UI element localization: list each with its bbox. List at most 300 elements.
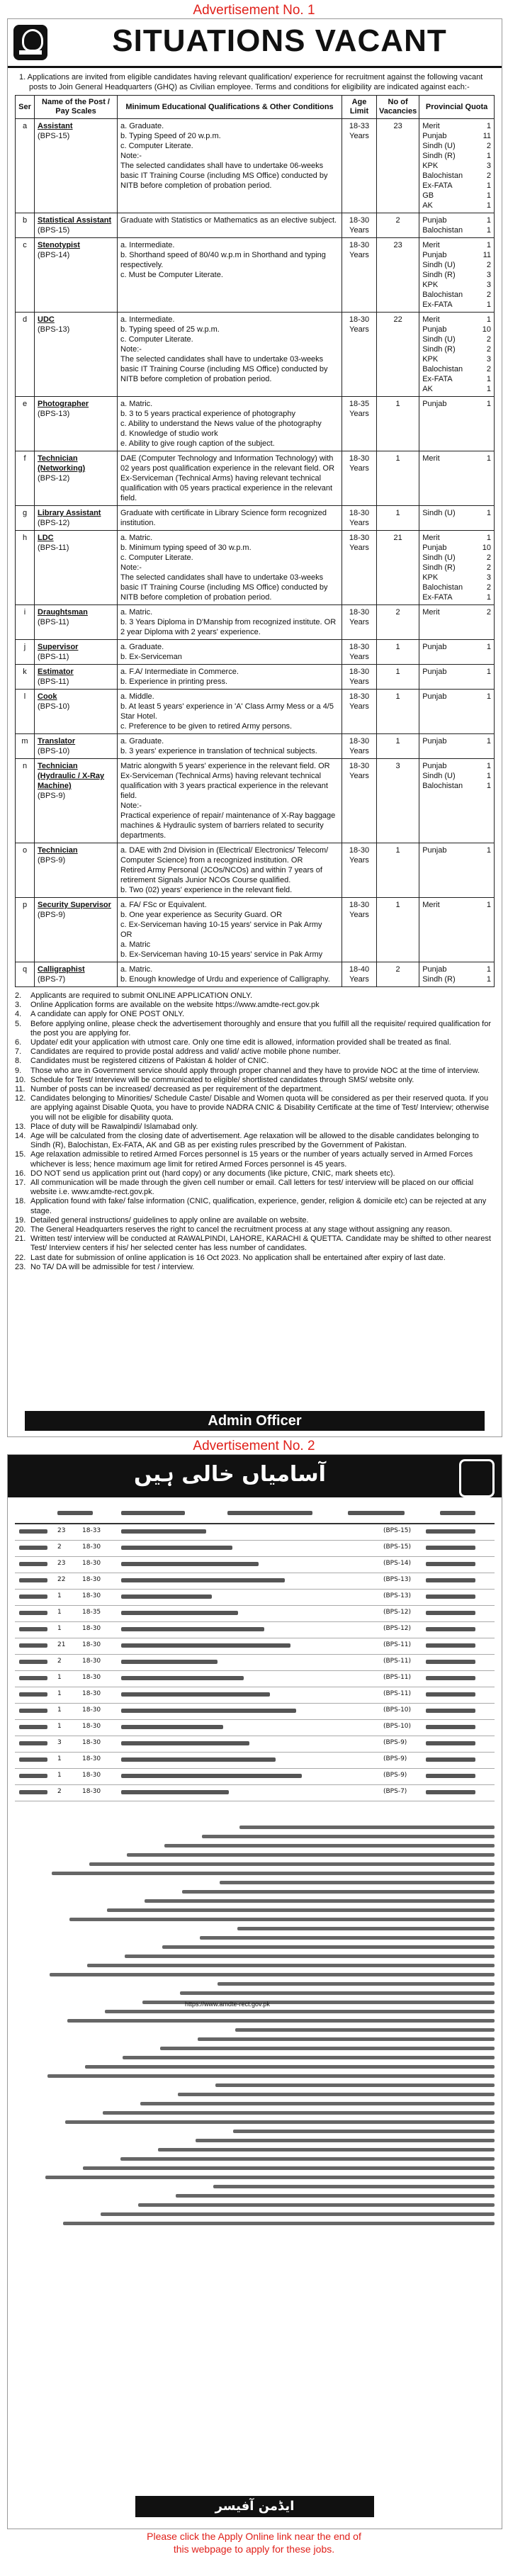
- cell-ser: [16, 843, 35, 898]
- urdu-vacancies: 3: [57, 1739, 62, 1746]
- urdu-age: 18-30: [82, 1625, 101, 1632]
- urdu-vacancies: 1: [57, 1690, 62, 1697]
- urdu-text-block: [121, 1741, 249, 1745]
- quota-counts: 1: [486, 737, 491, 746]
- urdu-text-block: [121, 1627, 264, 1631]
- qualification-text: Graduate with Statistics or Mathematics as an elective subject.: [120, 216, 337, 225]
- urdu-text-block: [178, 2093, 495, 2096]
- urdu-text-block: [123, 2056, 495, 2059]
- note-number: 23.: [15, 1262, 26, 1271]
- age-limit: 18-40 Years: [349, 965, 370, 984]
- urdu-table-row: [15, 1687, 495, 1704]
- qualification-text: a. Matric. b. 3 Years Diploma in D'Manship from recognized institute. OR 2 year Diploma with 2 years' experience.: [120, 608, 337, 636]
- urdu-age: 18-30: [82, 1690, 101, 1697]
- cell-ser: [16, 397, 35, 451]
- cell-quota: [419, 238, 495, 313]
- urdu-bps: (BPS-7): [383, 1788, 407, 1795]
- cell-vacancies: [377, 759, 419, 843]
- cell-qualification: [118, 690, 342, 734]
- cell-ser: [16, 605, 35, 640]
- col-post: Name of the Post / Pay Scales: [35, 96, 118, 119]
- ser-letter: f: [23, 454, 26, 463]
- age-limit: 18-35 Years: [349, 400, 370, 418]
- cell-vacancies: [377, 962, 419, 987]
- qualification-text: Matric alongwith 5 years' experience in the relevant field. OR Ex-Serviceman (Technical Arms) having relevant technical qualification with 3 years practical experience in the relevant field. Note:- Practical experience of repair/ maintenance of X-Ray baggage machines & Hydraulic system of barriers related to security departments.: [120, 762, 336, 840]
- quota-counts: 1: [486, 901, 491, 909]
- cell-post: [35, 665, 118, 690]
- note-text: All communication will be made through the given cell number or email. Call letters for test/ interview will be placed on our official website i.e. www.amdte-rect.gov.pk.: [30, 1179, 474, 1197]
- urdu-text-block: [67, 2019, 495, 2023]
- post-name: Photographer: [38, 400, 89, 408]
- urdu-table-row: [15, 1541, 495, 1557]
- urdu-bps: (BPS-10): [383, 1706, 412, 1714]
- urdu-text-block: [105, 2010, 495, 2013]
- note-text: Age will be calculated from the closing date of advertisement. Age relaxation will be allowed to the disable candidates belonging to Sindh (R), Balochistan, Ex-FATA, AK and GB as per existing rules prescribed by the Government of Pakistan.: [30, 1132, 479, 1150]
- urdu-text-block: [89, 1862, 495, 1866]
- vacancies: 3: [395, 762, 400, 770]
- note-number: 5.: [15, 1019, 22, 1028]
- note-text: A candidate can apply for ONE POST ONLY.: [30, 1010, 185, 1019]
- quota-regions: Punjab: [422, 692, 447, 701]
- note-item: [15, 1038, 495, 1047]
- qualification-text: a. Middle. b. At least 5 years' experience in 'A' Class Army Mess or a 4/5 Star Hotel. c. Preference to be given to retired Army persons.: [120, 692, 334, 731]
- cell-qualification: [118, 119, 342, 213]
- cell-vacancies: [377, 238, 419, 313]
- table-row: [16, 898, 495, 962]
- quota-counts: 1: [486, 692, 491, 701]
- urdu-text-block: [19, 1643, 47, 1648]
- cell-ser: [16, 451, 35, 506]
- ser-letter: e: [22, 400, 28, 408]
- cell-age: [342, 313, 377, 397]
- urdu-text-block: [121, 1562, 259, 1566]
- urdu-text-block: [227, 1511, 312, 1515]
- cell-post: [35, 734, 118, 759]
- urdu-text-block: [19, 1774, 47, 1778]
- cell-age: [342, 451, 377, 506]
- quota-regions: Sindh (U): [422, 509, 456, 517]
- banner: [8, 19, 502, 68]
- table-row: [16, 119, 495, 213]
- urdu-text-block: [200, 1936, 495, 1940]
- age-limit: 18-30 Years: [349, 846, 370, 865]
- note-number: 8.: [15, 1057, 22, 1066]
- urdu-text-block: [213, 2185, 495, 2188]
- note-number: 14.: [15, 1132, 26, 1141]
- urdu-text-block: [176, 2194, 495, 2198]
- quota-counts: 1: [486, 454, 491, 463]
- urdu-table: [15, 1504, 495, 2228]
- urdu-banner-title: آسامیاں خالی ہیں: [134, 1462, 326, 1487]
- vacancies: 1: [395, 454, 400, 463]
- note-item: [15, 1132, 495, 1150]
- urdu-text-block: [19, 1725, 47, 1729]
- age-limit: 18-30 Years: [349, 901, 370, 919]
- urdu-text-block: [426, 1627, 475, 1631]
- cell-vacancies: [377, 640, 419, 665]
- urdu-text-block: [19, 1709, 47, 1713]
- urdu-age: 18-30: [82, 1755, 101, 1762]
- age-limit: 18-33 Years: [349, 122, 370, 140]
- cell-ser: [16, 734, 35, 759]
- note-item: [15, 1001, 495, 1010]
- urdu-text-block: [121, 1529, 206, 1534]
- quota-counts: 2: [486, 608, 491, 617]
- cell-vacancies: [377, 665, 419, 690]
- urdu-table-row: [15, 1704, 495, 1720]
- advertisement-1-heading: Advertisement No. 1: [193, 3, 315, 18]
- post-name: UDC: [38, 315, 55, 324]
- cell-post: [35, 843, 118, 898]
- urdu-text-block: [162, 1945, 495, 1949]
- post-name: Library Assistant: [38, 509, 101, 517]
- urdu-text-block: [87, 1964, 495, 1967]
- cell-quota: [419, 690, 495, 734]
- urdu-text-block: [83, 2166, 495, 2170]
- table-row: [16, 238, 495, 313]
- pay-scale: (BPS-14): [38, 251, 70, 259]
- pay-scale: (BPS-13): [38, 325, 70, 334]
- cell-quota: [419, 313, 495, 397]
- col-vacancies: No of Vacancies: [377, 96, 419, 119]
- urdu-bps: (BPS-11): [383, 1674, 412, 1681]
- col-ser: Ser: [16, 96, 35, 119]
- urdu-text-block: [198, 2037, 495, 2041]
- urdu-text-block: [160, 2047, 495, 2050]
- col-age: Age Limit: [342, 96, 377, 119]
- cell-qualification: [118, 506, 342, 531]
- urdu-text-block: [19, 1594, 47, 1599]
- cell-vacancies: [377, 213, 419, 238]
- cell-post: [35, 506, 118, 531]
- pay-scale: (BPS-11): [38, 653, 69, 661]
- cell-vacancies: [377, 119, 419, 213]
- urdu-text-block: [101, 2212, 495, 2216]
- ser-letter: b: [22, 216, 28, 225]
- admin-officer-sign: Admin Officer: [25, 1411, 485, 1431]
- age-limit: 18-30 Years: [349, 668, 370, 686]
- note-number: 19.: [15, 1215, 26, 1225]
- cell-qualification: [118, 605, 342, 640]
- table-row: [16, 690, 495, 734]
- pay-scale: (BPS-12): [38, 519, 70, 527]
- intro-number: 1.: [19, 73, 26, 81]
- vacancies: 1: [395, 692, 400, 701]
- cell-age: [342, 640, 377, 665]
- pay-scale: (BPS-9): [38, 856, 66, 865]
- post-name: Technician (Networking): [38, 454, 86, 473]
- urdu-admin-officer-sign: ایڈمن آفیسر: [135, 2496, 374, 2517]
- urdu-age: 18-30: [82, 1772, 101, 1779]
- urdu-text-block: [426, 1578, 475, 1582]
- ser-letter: j: [23, 643, 26, 651]
- cell-ser: [16, 506, 35, 531]
- urdu-bps: (BPS-13): [383, 1576, 412, 1583]
- col-quota: Provincial Quota: [419, 96, 495, 119]
- pay-scale: (BPS-15): [38, 132, 70, 140]
- urdu-vacancies: 23: [57, 1527, 66, 1534]
- urdu-text-block: [426, 1709, 475, 1713]
- quota-regions: Punjab: [422, 668, 447, 676]
- cell-post: [35, 238, 118, 313]
- urdu-vacancies: 1: [57, 1755, 62, 1762]
- pay-scale: (BPS-7): [38, 975, 66, 984]
- urdu-text-block: [426, 1757, 475, 1762]
- age-limit: 18-30 Years: [349, 737, 370, 755]
- urdu-age: 18-30: [82, 1706, 101, 1714]
- cell-quota: [419, 843, 495, 898]
- table-row: [16, 759, 495, 843]
- urdu-text-block: [235, 2028, 495, 2032]
- note-text: No TA/ DA will be admissible for test / interview.: [30, 1262, 195, 1271]
- urdu-table-header: [15, 1504, 495, 1524]
- urdu-text-block: [220, 1881, 495, 1884]
- note-text: Those who are in Government service should apply through proper channel and they have to provide NOC at the time of interview.: [30, 1066, 480, 1075]
- quota-regions: Punjab Sindh (U) Balochistan: [422, 762, 463, 790]
- cell-vacancies: [377, 898, 419, 962]
- quota-counts: 1 1 1: [486, 762, 491, 790]
- ser-letter: o: [22, 846, 28, 855]
- age-limit: 18-30 Years: [349, 643, 370, 661]
- qualification-text: a. Matric. b. Enough knowledge of Urdu and experience of Calligraphy.: [120, 965, 330, 984]
- post-name: Calligraphist: [38, 965, 85, 974]
- quota-counts: 1: [486, 509, 491, 517]
- note-number: 17.: [15, 1179, 26, 1188]
- urdu-text-block: [19, 1790, 47, 1794]
- urdu-age: 18-30: [82, 1641, 101, 1648]
- cell-quota: [419, 506, 495, 531]
- cell-ser: [16, 119, 35, 213]
- note-number: 16.: [15, 1169, 26, 1178]
- quota-counts: 1 11 2 3 3 2 1: [482, 241, 491, 309]
- apply-online-footer: [0, 2530, 508, 2555]
- table-row: [16, 734, 495, 759]
- note-item: [15, 1057, 495, 1066]
- urdu-table-row: [15, 1573, 495, 1590]
- urdu-table-row: [15, 1720, 495, 1736]
- urdu-bps: (BPS-11): [383, 1690, 412, 1697]
- vacancies: 23: [393, 122, 402, 130]
- pay-scale: (BPS-13): [38, 410, 70, 418]
- urdu-table-row: [15, 1655, 495, 1671]
- urdu-text-block: [121, 1692, 270, 1697]
- note-item: [15, 1085, 495, 1094]
- urdu-banner: [8, 1455, 502, 1497]
- cell-age: [342, 213, 377, 238]
- note-item: [15, 1216, 495, 1225]
- note-item: [15, 1234, 495, 1253]
- cell-vacancies: [377, 451, 419, 506]
- table-row: [16, 506, 495, 531]
- pay-scale: (BPS-12): [38, 474, 70, 483]
- table-header-row: [16, 96, 495, 119]
- urdu-age: 18-30: [82, 1739, 101, 1746]
- urdu-vacancies: 1: [57, 1723, 62, 1730]
- urdu-vacancies: 23: [57, 1560, 66, 1567]
- note-number: 22.: [15, 1253, 26, 1262]
- quota-regions: Merit Punjab Sindh (U) Sindh (R) KPK Balochistan Ex-FATA AK: [422, 315, 463, 393]
- vacancies: 2: [395, 608, 400, 617]
- cell-age: [342, 531, 377, 605]
- age-limit: 18-30 Years: [349, 509, 370, 527]
- quota-regions: Merit Punjab Sindh (U) Sindh (R) KPK Balochistan Ex-FATA GB AK: [422, 122, 463, 210]
- table-row: [16, 640, 495, 665]
- urdu-text-block: [50, 1973, 495, 1976]
- ser-letter: a: [22, 122, 28, 130]
- qualification-text: a. FA/ FSc or Equivalent. b. One year experience as Security Guard. OR c. Ex-Serviceman having 10-15 years' service in Pak Army OR a. Matric b. Ex-Serviceman having 10-15 years' service in Pak Army: [120, 901, 323, 959]
- urdu-bps: (BPS-15): [383, 1527, 412, 1534]
- qualification-text: a. Intermediate. b. Shorthand speed of 80/40 w.p.m in Shorthand and typing respectively. c. Must be Computer Literate.: [120, 241, 326, 279]
- urdu-text-block: [426, 1660, 475, 1664]
- quota-counts: 1 10 2 2 3 2 1: [482, 534, 491, 602]
- urdu-bps: (BPS-9): [383, 1772, 407, 1779]
- pay-scale: (BPS-11): [38, 544, 69, 552]
- urdu-text-block: [145, 1899, 495, 1903]
- note-text: Candidates belonging to Minorities/ Schedule Caste/ Disable and Women quota will be considered as per their reserved quota. If you are applying against Disable Quota, you have to provide NADRA CNIC & Disability Certificate at the time of Test/ Interview; otherwise you will not be eligible for disability quota.: [30, 1094, 490, 1122]
- urdu-text-block: [348, 1511, 405, 1515]
- note-item: [15, 1020, 495, 1038]
- cell-post: [35, 605, 118, 640]
- advertisement-1: [7, 18, 502, 1437]
- urdu-text-block: [19, 1741, 47, 1745]
- quota-regions: Punjab: [422, 737, 447, 746]
- banner-title: SITUATIONS VACANT: [112, 23, 447, 58]
- table-row: [16, 843, 495, 898]
- cell-ser: [16, 759, 35, 843]
- note-number: 18.: [15, 1197, 26, 1206]
- urdu-age: 18-30: [82, 1723, 101, 1730]
- urdu-age: 18-35: [82, 1609, 101, 1616]
- cell-qualification: [118, 898, 342, 962]
- note-text: Schedule for Test/ Interview will be communicated to eligible/ shortlisted candidates through SMS/ website only.: [30, 1075, 414, 1084]
- table-row: [16, 313, 495, 397]
- age-limit: 18-30 Years: [349, 454, 370, 473]
- urdu-text-block: [69, 1918, 495, 1921]
- cell-vacancies: [377, 605, 419, 640]
- urdu-table-row: [15, 1590, 495, 1606]
- urdu-text-block: [426, 1594, 475, 1599]
- cell-qualification: [118, 962, 342, 987]
- cell-quota: [419, 213, 495, 238]
- urdu-text-block: [426, 1774, 475, 1778]
- cell-quota: [419, 962, 495, 987]
- urdu-text-block: [52, 1872, 495, 1875]
- cell-age: [342, 605, 377, 640]
- ser-letter: p: [22, 901, 28, 909]
- urdu-text-block: [202, 1835, 495, 1838]
- urdu-text-block: [120, 2157, 495, 2161]
- qualification-text: a. Intermediate. b. Typing speed of 25 w.p.m. c. Computer Literate. Note:- The selected candidates shall have to undertake 03-weeks basic IT Training Course (including MS Office) conducted by NITB before completion of probation period.: [120, 315, 328, 383]
- urdu-bps: (BPS-12): [383, 1625, 412, 1632]
- cell-ser: [16, 665, 35, 690]
- table-row: [16, 665, 495, 690]
- urdu-website: https://www.amdte-rect.gov.pk: [185, 2001, 270, 2008]
- cell-qualification: [118, 531, 342, 605]
- urdu-age: 18-30: [82, 1543, 101, 1551]
- cell-post: [35, 759, 118, 843]
- post-name: Assistant: [38, 122, 73, 130]
- urdu-text-block: [138, 2203, 495, 2207]
- urdu-text-block: [121, 1578, 285, 1582]
- cell-vacancies: [377, 531, 419, 605]
- quota-counts: 1 11 2 1 3 2 1 1 1: [482, 122, 491, 210]
- urdu-text-block: [121, 1725, 223, 1729]
- cell-qualification: [118, 397, 342, 451]
- age-limit: 18-30 Years: [349, 608, 370, 626]
- cell-quota: [419, 734, 495, 759]
- note-number: 10.: [15, 1075, 26, 1084]
- vacancies: 1: [395, 668, 400, 676]
- jobs-table: [15, 95, 495, 987]
- urdu-text-block: [121, 1757, 276, 1762]
- quota-regions: Punjab: [422, 846, 447, 855]
- vacancies: 22: [393, 315, 402, 324]
- cell-ser: [16, 238, 35, 313]
- urdu-vacancies: 1: [57, 1625, 62, 1632]
- urdu-text-block: [182, 1890, 495, 1894]
- urdu-text-block: [426, 1725, 475, 1729]
- cell-age: [342, 759, 377, 843]
- cell-post: [35, 119, 118, 213]
- ser-letter: d: [22, 315, 28, 324]
- note-item: [15, 991, 495, 1001]
- cell-age: [342, 843, 377, 898]
- urdu-text-block: [121, 1660, 218, 1664]
- note-item: [15, 1225, 495, 1234]
- note-text: Age relaxation admissible to retired Armed Forces personnel is 15 years or the number of years actually served in Armed Forces whichever is less; hence maximum age limit for retired Armed Forces personnel is 45 years.: [30, 1150, 473, 1169]
- quota-counts: 1 1: [486, 965, 491, 984]
- quota-regions: Punjab Balochistan: [422, 216, 463, 235]
- quota-counts: 1: [486, 668, 491, 676]
- urdu-vacancies: 1: [57, 1706, 62, 1714]
- note-text: Written test/ interview will be conducted at RAWALPINDI, LAHORE, KARACHI & QUETTA. Candidate may be shifted to other nearest Test/ Interview centers if his/ her selected center has less number of candidates.: [30, 1234, 491, 1253]
- ser-letter: g: [22, 509, 28, 517]
- cell-ser: [16, 213, 35, 238]
- urdu-vacancies: 1: [57, 1609, 62, 1616]
- urdu-bps: (BPS-13): [383, 1592, 412, 1599]
- qualification-text: a. Matric. b. 3 to 5 years practical experience of photography c. Ability to understand the News value of the photography d. Knowledge of studio work e. Ability to give rough caption of the subject.: [120, 400, 322, 448]
- urdu-text-block: [63, 2222, 495, 2225]
- note-text: Detailed general instructions/ guidelines to apply online are available on website.: [30, 1215, 309, 1225]
- table-row: [16, 451, 495, 506]
- note-text: DO NOT send us application print out (hard copy) or any documents (like picture, CNIC, mark sheets etc).: [30, 1169, 395, 1178]
- urdu-text-block: [426, 1643, 475, 1648]
- urdu-text-block: [239, 1826, 495, 1829]
- cell-quota: [419, 531, 495, 605]
- urdu-vacancies: 2: [57, 1543, 62, 1551]
- note-text: The General Headquarters reserves the right to cancel the recruitment process at any stage without assigning any reason.: [30, 1225, 452, 1234]
- urdu-text-block: [103, 2111, 495, 2115]
- urdu-text-block: [121, 1643, 290, 1648]
- note-text: Candidates are required to provide postal address and valid/ active mobile phone number.: [30, 1047, 341, 1057]
- urdu-text-block: [426, 1741, 475, 1745]
- ser-letter: l: [23, 692, 26, 701]
- urdu-text-block: [127, 1853, 495, 1857]
- urdu-text-block: [125, 1955, 495, 1958]
- cell-quota: [419, 759, 495, 843]
- cell-post: [35, 313, 118, 397]
- qualification-text: DAE (Computer Technology and Information Technology) with 02 years post qualification experience in the relevant field. OR Ex-Serviceman (Technical Arms) having relevant technical qualification with 05 years practical experience in the relevant field.: [120, 454, 335, 502]
- urdu-vacancies: 2: [57, 1788, 62, 1795]
- urdu-table-row: [15, 1753, 495, 1769]
- cell-qualification: [118, 843, 342, 898]
- post-name: Cook: [38, 692, 57, 701]
- quota-regions: Merit Punjab Sindh (U) Sindh (R) KPK Balochistan Ex-FATA: [422, 534, 463, 602]
- cell-post: [35, 898, 118, 962]
- job-rows: [16, 119, 495, 987]
- ser-letter: i: [23, 608, 26, 617]
- urdu-text-block: [19, 1578, 47, 1582]
